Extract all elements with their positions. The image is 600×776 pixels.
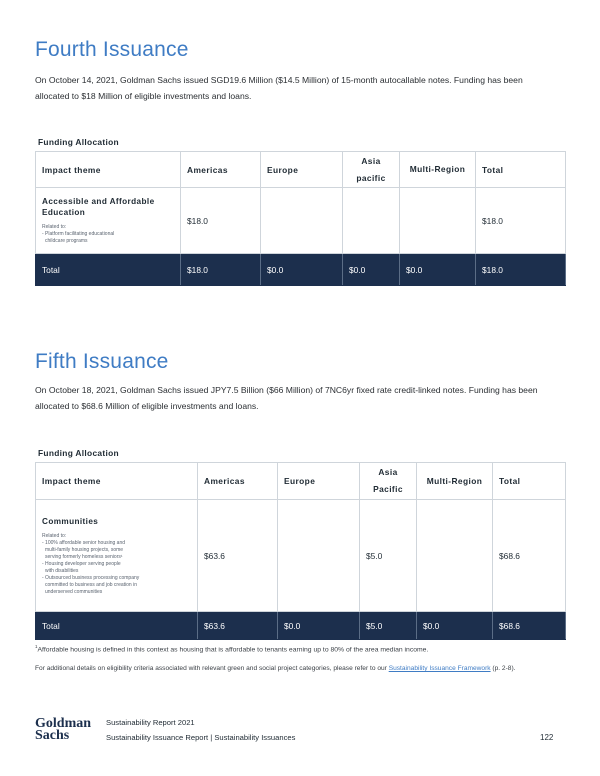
total-header: Total: [493, 463, 566, 500]
total-value: $68.6: [493, 500, 566, 612]
footnote-marker: 1: [35, 644, 38, 649]
europe-total: $0.0: [261, 254, 343, 286]
related-item: underserved communities: [45, 588, 103, 595]
related-item: with disabilities: [45, 567, 79, 574]
multi-region-value: [417, 500, 493, 612]
asia-pacific-header: Asia Pacific: [360, 463, 417, 500]
impact-theme-header: Impact theme: [36, 463, 198, 500]
additional-details-page-ref: (p. 2-8).: [490, 665, 516, 672]
fourth-issuance-description: On October 14, 2021, Goldman Sachs issued SGD19.6 Million ($14.5 Million) of 15-month autocallable notes. Funding has been allocated to $18 Million of eligible investments and loans.: [35, 75, 523, 101]
fifth-issuance-title: Fifth Issuance: [35, 350, 169, 373]
related-item: committed to business and job creation in: [45, 581, 137, 588]
total-value: $18.0: [476, 188, 566, 254]
logo-line-1: Goldman: [35, 716, 92, 731]
footnote: [35, 644, 428, 653]
logo-line-2: Sachs: [35, 728, 70, 743]
related-item: serving formerly homeless seniors¹: [45, 553, 123, 560]
europe-value: [278, 500, 360, 612]
europe-header: Europe: [278, 463, 360, 500]
grand-total: $68.6: [493, 612, 566, 640]
multi-region-header: Multi-Region: [417, 463, 493, 500]
theme-cell: [36, 500, 198, 612]
multi-region-total: $0.0: [400, 254, 476, 286]
related-item: - Outsourced business processing company: [42, 574, 140, 581]
theme-cell: [36, 188, 181, 254]
americas-total: $18.0: [181, 254, 261, 286]
fourth-funding-allocation-label: Funding Allocation: [38, 137, 119, 147]
theme-name: Communities: [42, 516, 99, 526]
fifth-issuance-description: On October 18, 2021, Goldman Sachs issued JPY7.5 Billion ($66 Million) of 7NC6yr fixed rate credit-linked notes. Funding has been allocated to $68.6 Million of eligible investments and loans.: [35, 385, 538, 411]
fourth-header-row: [36, 152, 566, 188]
americas-header: Americas: [181, 152, 261, 188]
fourth-issuance-title: Fourth Issuance: [35, 38, 189, 61]
fourth-funding-table: [35, 151, 566, 286]
impact-theme-header: Impact theme: [36, 152, 181, 188]
report-name: Sustainability Report 2021: [106, 718, 195, 727]
fifth-header-row: [36, 463, 566, 500]
americas-value: $18.0: [181, 188, 261, 254]
related-item: - Platform facilitating educational: [42, 231, 115, 237]
page-number: 122: [540, 733, 554, 742]
americas-total: $63.6: [198, 612, 278, 640]
asia-pacific-total: $0.0: [343, 254, 400, 286]
related-item: multi-family housing projects, some: [45, 546, 124, 553]
fifth-total-row: [36, 612, 566, 640]
additional-details: [35, 665, 516, 672]
report-subtitle: Sustainability Issuance Report | Sustainability Issuances: [106, 733, 296, 742]
asia-pacific-value: [343, 188, 400, 254]
europe-value: [261, 188, 343, 254]
footnote-text: Affordable housing is defined in this context as housing that is affordable to tenants earning up to 80% of the area median income.: [37, 646, 429, 654]
multi-region-header: Multi-Region: [400, 152, 476, 188]
related-item: - Housing developer serving people: [42, 560, 121, 567]
fifth-funding-allocation-label: Funding Allocation: [38, 448, 119, 458]
europe-header: Europe: [261, 152, 343, 188]
asia-pacific-header: Asia pacific: [343, 152, 400, 188]
fifth-funding-table: [35, 462, 566, 640]
framework-link[interactable]: Sustainability Issuance Framework: [388, 665, 491, 672]
total-label: Total: [36, 612, 198, 640]
fourth-total-row: [36, 254, 566, 286]
asia-pacific-total: $5.0: [360, 612, 417, 640]
theme-name: Accessible and Affordable Education: [42, 197, 155, 217]
fifth-theme-row: [36, 500, 566, 612]
goldman-sachs-logo: [35, 718, 91, 742]
grand-total: $18.0: [476, 254, 566, 286]
asia-pacific-value: $5.0: [360, 500, 417, 612]
total-label: Total: [36, 254, 181, 286]
americas-value: $63.6: [198, 500, 278, 612]
additional-details-text: For additional details on eligibility criteria associated with relevant green and social project categories, please refer to our: [35, 665, 389, 672]
related-item: - 100% affordable senior housing and: [42, 539, 126, 546]
americas-header: Americas: [198, 463, 278, 500]
multi-region-total: $0.0: [417, 612, 493, 640]
europe-total: $0.0: [278, 612, 360, 640]
total-header: Total: [476, 152, 566, 188]
fourth-theme-row: [36, 188, 566, 254]
related-label: Related to:: [42, 224, 67, 230]
related-label: Related to:: [42, 532, 67, 539]
multi-region-value: [400, 188, 476, 254]
related-item: childcare programs: [45, 238, 88, 244]
